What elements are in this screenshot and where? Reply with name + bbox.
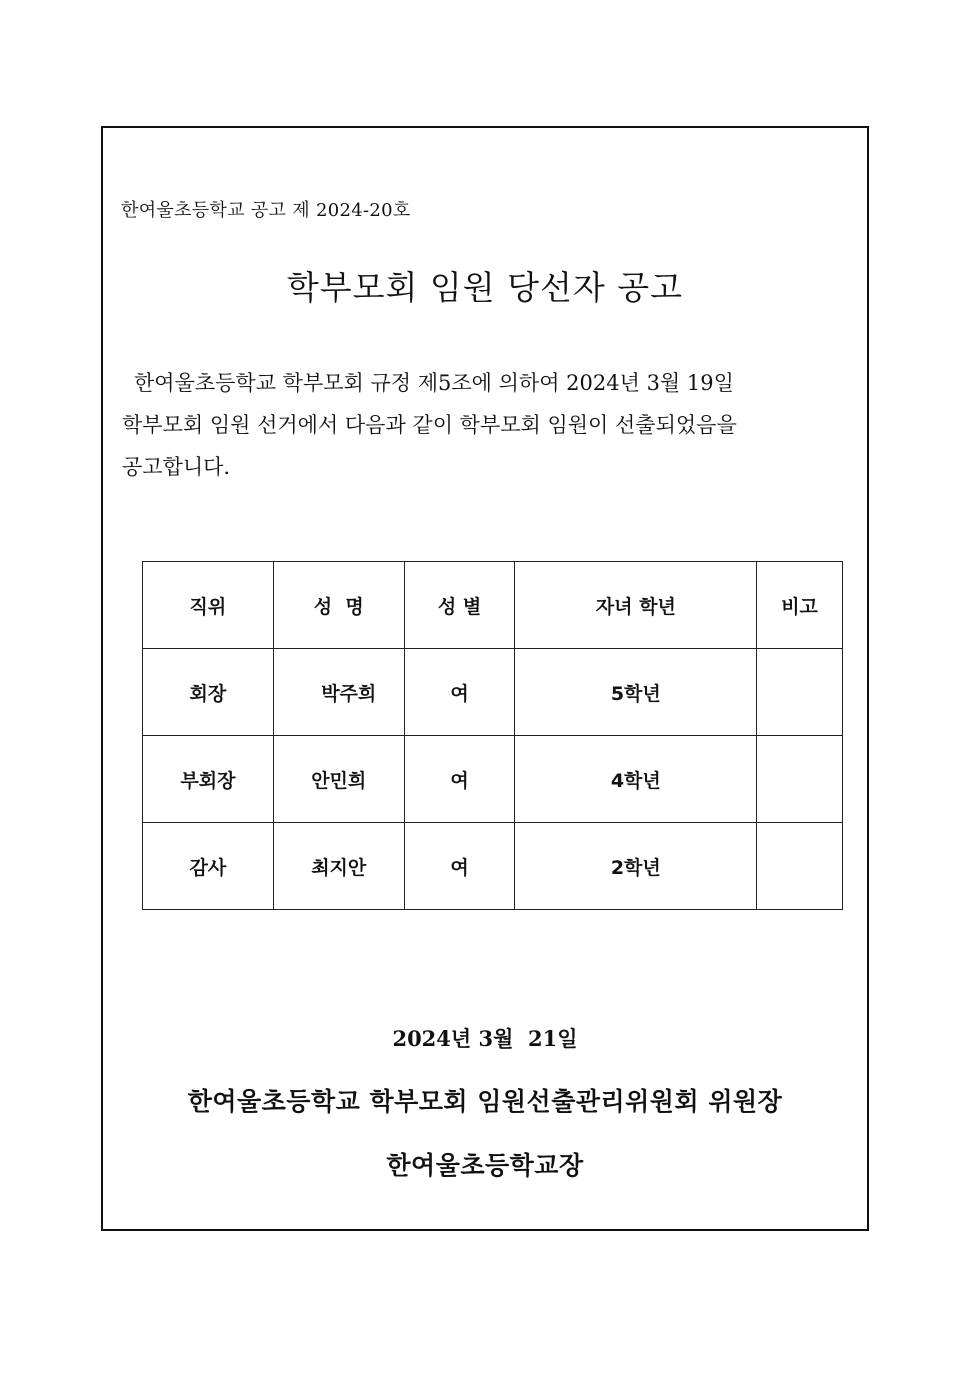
cell-remarks (757, 823, 843, 910)
cell-remarks (757, 649, 843, 736)
cell-name: 최지안 (273, 823, 404, 910)
table-row (143, 823, 843, 910)
cell-remarks (757, 736, 843, 823)
cell-gender: 여 (404, 823, 515, 910)
table-header-row (143, 562, 843, 649)
cell-gender: 여 (404, 649, 515, 736)
notice-number: 한여울초등학교 공고 제 2024-20호 (121, 200, 411, 221)
principal-signatory: 한여울초등학교장 (386, 1151, 584, 1180)
table-row (143, 649, 843, 736)
header-child-grade: 자녀 학년 (515, 562, 757, 649)
header-gender: 성 별 (404, 562, 515, 649)
cell-child-grade: 2학년 (515, 823, 757, 910)
cell-child-grade: 4학년 (515, 736, 757, 823)
committee-signatory: 한여울초등학교 학부모회 임원선출관리위원회 위원장 (187, 1087, 783, 1116)
header-position: 직위 (143, 562, 274, 649)
table-row (143, 736, 843, 823)
header-name: 성 명 (273, 562, 404, 649)
cell-child-grade: 5학년 (515, 649, 757, 736)
officers-table (142, 561, 843, 910)
cell-position: 감사 (143, 823, 274, 910)
cell-position: 부회장 (143, 736, 274, 823)
header-remarks: 비고 (757, 562, 843, 649)
cell-name: 박주희 (273, 649, 404, 736)
cell-gender: 여 (404, 736, 515, 823)
notice-body (122, 362, 842, 488)
cell-position: 회장 (143, 649, 274, 736)
body-line-1: 한여울초등학교 학부모회 규정 제5조에 의하여 2024년 3월 19일 (134, 371, 734, 395)
cell-name: 안민희 (273, 736, 404, 823)
body-line-3: 공고합니다. (122, 455, 231, 479)
document-title: 학부모회 임원 당선자 공고 (286, 268, 684, 307)
body-line-2: 학부모회 임원 선거에서 다음과 같이 학부모회 임원이 선출되었음을 (122, 413, 737, 437)
announcement-date: 2024년 3월 21일 (392, 1026, 578, 1051)
